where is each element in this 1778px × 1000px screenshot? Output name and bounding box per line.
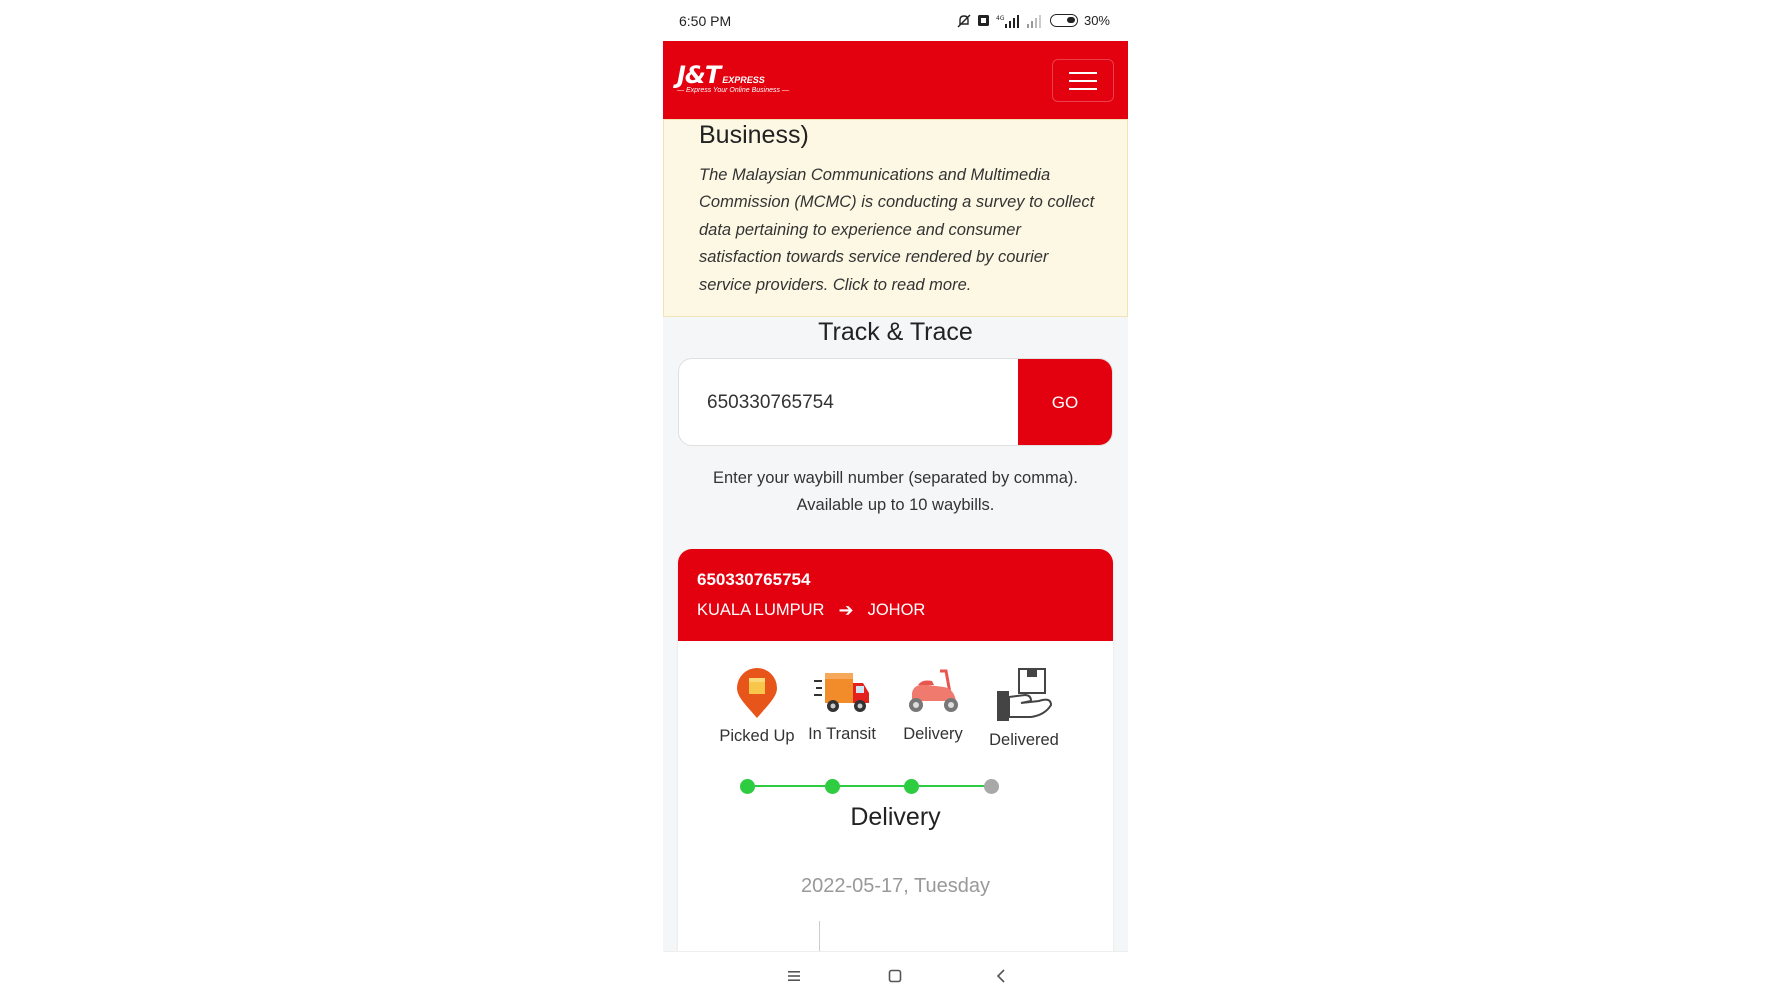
logo-tagline: — Express Your Online Business — [677,87,789,94]
stage-label: In Transit [808,725,876,743]
pickup-pin-icon [734,667,780,719]
go-button[interactable]: GO [1018,359,1112,446]
waybill-input[interactable] [679,359,1020,446]
progress-line [911,785,991,787]
destination: JOHOR [867,601,926,619]
home-button[interactable] [885,966,905,986]
menu-icon [787,970,801,982]
progress-dot-picked-up [740,779,755,794]
recent-apps-button[interactable] [784,966,804,986]
battery-level: 30% [1083,13,1110,28]
hamburger-menu-button[interactable] [1052,59,1114,102]
logo-main: J&T [677,61,721,89]
stage-label: Delivered [989,731,1059,749]
logo-sub: EXPRESS [722,75,765,85]
site-header [663,41,1128,119]
progress-dot-delivered [984,779,999,794]
back-button[interactable] [991,966,1011,986]
phone-screen [663,0,1128,1000]
track-title: Track & Trace [818,318,973,346]
result-waybill: 650330765754 [697,570,811,589]
signal-icon [996,14,1020,28]
waybill-hint [663,465,1128,519]
status-time: 6:50 PM [679,12,732,29]
current-status: Delivery [850,803,941,831]
origin: KUALA LUMPUR [697,601,825,619]
system-nav-bar [663,951,1128,1000]
notice-body[interactable]: The Malaysian Communications and Multimedia Commission (MCMC) is conducting a survey to collect data pertaining to experience and consumer satisfaction towards service rendered by courier service providers. Click to read more. [699,166,1095,294]
stage-label: Delivery [903,725,963,743]
progress-dot-delivery [904,779,919,794]
stage-label: Picked Up [719,727,795,745]
mcmc-survey-notice[interactable] [663,119,1128,317]
sim-icon [977,14,990,27]
stage-delivered [969,667,1079,750]
status-date: 2022-05-17, Tuesday [800,875,991,897]
waybill-search-box [678,358,1113,446]
square-icon [888,969,902,983]
network-label: 4G [995,14,1005,22]
menu-bar-icon [1069,72,1097,74]
signal-weak-icon [1026,14,1044,28]
notice-title: Business) [699,121,809,149]
progress-line [832,785,911,787]
scooter-icon [904,667,962,717]
arrow-right-icon: ➔ [838,600,854,620]
chevron-left-icon [996,969,1006,983]
hint-line-1: Enter your waybill number (separated by comma). [713,469,1078,487]
route [697,600,1094,621]
status-bar [663,0,1128,41]
progress-track [678,779,1113,793]
hint-line-2: Available up to 10 waybills. [796,496,995,514]
menu-bar-icon [1069,88,1097,90]
progress-dot-in-transit [825,779,840,794]
truck-icon [813,667,871,717]
status-icons [957,13,1110,28]
hand-package-icon [995,667,1053,723]
mute-icon [957,14,971,28]
battery-icon [1050,14,1078,27]
jt-express-logo[interactable] [677,61,789,94]
menu-bar-icon [1069,80,1097,82]
result-header [678,549,1113,641]
tracking-result-card [678,549,1113,969]
track-section [663,317,1128,951]
progress-line [747,785,832,787]
stage-icons [678,667,1113,757]
